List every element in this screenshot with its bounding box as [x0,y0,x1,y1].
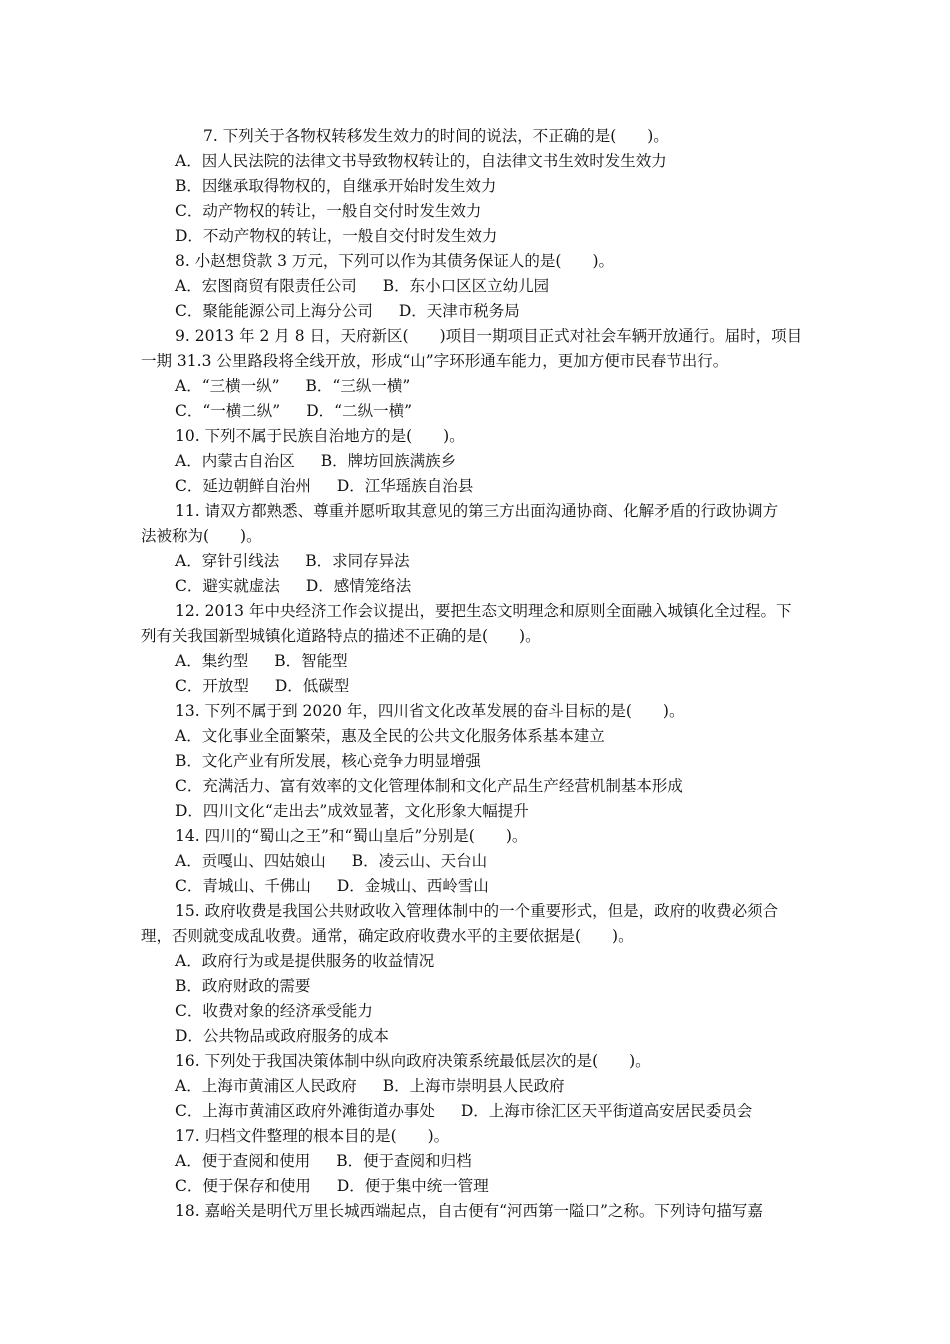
text-line [141,599,813,624]
line-text-second-option: B．“三纵一横” [305,377,411,395]
line-text: 7. 下列关于各物权转移发生效力的时间的说法，不正确的是( )。 [203,127,669,145]
text-line [141,624,813,649]
line-text: B．政府财政的需要 [175,977,311,995]
text-line [141,799,813,824]
line-text: C．上海市黄浦区政府外滩街道办事处 [175,1102,435,1120]
line-text: A．穿针引线法 [175,552,280,570]
line-text: C．“一横二纵” [175,402,281,420]
line-text: C．开放型 [175,677,249,695]
text-line [141,1174,813,1199]
line-text: 18. 嘉峪关是明代万里长城西端起点，自古便有“河西第一隘口”之称。下列诗句描写嘉 [175,1202,763,1220]
line-text: B．因继承取得物权的，自继承开始时发生效力 [175,177,497,195]
line-text: C．聚能能源公司上海分公司 [175,302,373,320]
line-text-second-option: B．凌云山、天台山 [351,852,488,870]
text-line [141,724,813,749]
line-text: C．动产物权的转让，一般自交付时发生效力 [175,202,482,220]
line-text: C．青城山、千佛山 [175,877,311,895]
line-text: 13. 下列不属于到 2020 年，四川省文化改革发展的奋斗目标的是( )。 [175,702,685,720]
text-line [141,399,813,424]
text-line [141,899,813,924]
text-line [141,324,813,349]
line-text-second-option: B．便于查阅和归档 [336,1152,472,1170]
text-line [141,774,813,799]
line-text: C．收费对象的经济承受能力 [175,1002,373,1020]
line-text: 列有关我国新型城镇化道路特点的描述不正确的是( )。 [141,627,541,645]
text-line [141,949,813,974]
text-line [141,1199,813,1224]
line-text: C．便于保存和使用 [175,1177,311,1195]
line-text: 法被称为( )。 [141,527,262,545]
text-line [141,1124,813,1149]
line-text: D．公共物品或政府服务的成本 [175,1027,389,1045]
line-text: A．贡嘎山、四姑娘山 [175,852,326,870]
line-text: B．文化产业有所发展，核心竞争力明显增强 [175,752,481,770]
line-text: 10. 下列不属于民族自治地方的是( )。 [175,427,465,445]
text-line [141,499,813,524]
line-text: C．延边朝鲜自治州 [175,477,311,495]
text-line [141,849,813,874]
line-text: 12. 2013 年中央经济工作会议提出，要把生态文明理念和原则全面融入城镇化全过程。下 [175,602,792,620]
line-text-second-option: B．求同存异法 [305,552,410,570]
line-text-second-option: D．“二纵一横” [306,402,412,420]
text-line [141,674,813,699]
line-text-second-option: B．智能型 [274,652,348,670]
line-text: 9. 2013 年 2 月 8 日，天府新区( )项目一期项目正式对社会车辆开放通行。届时，项目 [175,327,803,345]
line-text: 15. 政府收费是我国公共财政收入管理体制中的一个重要形式，但是，政府的收费必须合 [175,902,779,920]
text-line [141,274,813,299]
line-text: A．因人民法院的法律文书导致物权转让的，自法律文书生效时发生效力 [175,152,667,170]
line-text: A．“三横一纵” [175,377,280,395]
text-line [141,374,813,399]
line-text: A．文化事业全面繁荣，惠及全民的公共文化服务体系基本建立 [175,727,605,745]
text-line [141,474,813,499]
line-text: C．避实就虚法 [175,577,280,595]
line-text: 11. 请双方都熟悉、尊重并愿听取其意见的第三方出面沟通协商、化解矛盾的行政协调方 [175,502,779,520]
line-text: A．政府行为或是提供服务的收益情况 [175,952,435,970]
text-line [141,1024,813,1049]
text-line [141,549,813,574]
line-text-second-option: B．牌坊回族满族乡 [320,452,457,470]
text-line [141,249,813,274]
line-text-second-option: D．天津市税务局 [398,302,520,320]
text-line [141,699,813,724]
text-line [141,924,813,949]
line-text: 理，否则就变成乱收费。通常，确定政府收费水平的主要依据是( )。 [141,927,634,945]
line-text: D．四川文化“走出去”成效显著，文化形象大幅提升 [175,802,529,820]
line-text: 16. 下列处于我国决策体制中纵向政府决策系统最低层次的是( )。 [175,1052,651,1070]
text-line [141,524,813,549]
text-line [141,1149,813,1174]
text-line [141,649,813,674]
text-line [141,974,813,999]
text-line [141,424,813,449]
text-line [141,749,813,774]
line-text: 17. 归档文件整理的根本目的是( )。 [175,1127,450,1145]
line-text-second-option: D．便于集中统一管理 [336,1177,489,1195]
text-line [141,124,813,149]
line-text-second-option: D．江华瑶族自治县 [336,477,474,495]
line-text: 14. 四川的“蜀山之王”和“蜀山皇后”分别是( )。 [175,827,528,845]
line-text: D．不动产物权的转让，一般自交付时发生效力 [175,227,498,245]
text-line [141,174,813,199]
text-line [141,999,813,1024]
text-line [141,1049,813,1074]
text-line [141,449,813,474]
text-line [141,299,813,324]
line-text-second-option: D．上海市徐汇区天平街道高安居民委员会 [460,1102,753,1120]
line-text: A．便于查阅和使用 [175,1152,311,1170]
line-text-second-option: D．感情笼络法 [305,577,412,595]
text-line [141,874,813,899]
line-text: 8. 小赵想贷款 3 万元，下列可以作为其债务保证人的是( )。 [175,252,615,270]
line-text: C．充满活力、富有效率的文化管理体制和文化产品生产经营机制基本形成 [175,777,683,795]
exam-questions-text [141,124,813,1224]
line-text-second-option: B．东小口区区立幼儿园 [382,277,550,295]
line-text: A．集约型 [175,652,249,670]
line-text-second-option: D．低碳型 [274,677,350,695]
text-line [141,349,813,374]
text-line [141,1099,813,1124]
text-line [141,224,813,249]
line-text-second-option: B．上海市崇明县人民政府 [382,1077,565,1095]
text-line [141,199,813,224]
line-text: A．宏图商贸有限责任公司 [175,277,357,295]
line-text: A．内蒙古自治区 [175,452,295,470]
line-text: 一期 31.3 公里路段将全线开放，形成“山”字环形通车能力，更加方便市民春节出行。 [141,352,729,370]
text-line [141,824,813,849]
text-line [141,574,813,599]
text-line [141,1074,813,1099]
text-line [141,149,813,174]
line-text: A．上海市黄浦区人民政府 [175,1077,357,1095]
line-text-second-option: D．金城山、西岭雪山 [336,877,489,895]
